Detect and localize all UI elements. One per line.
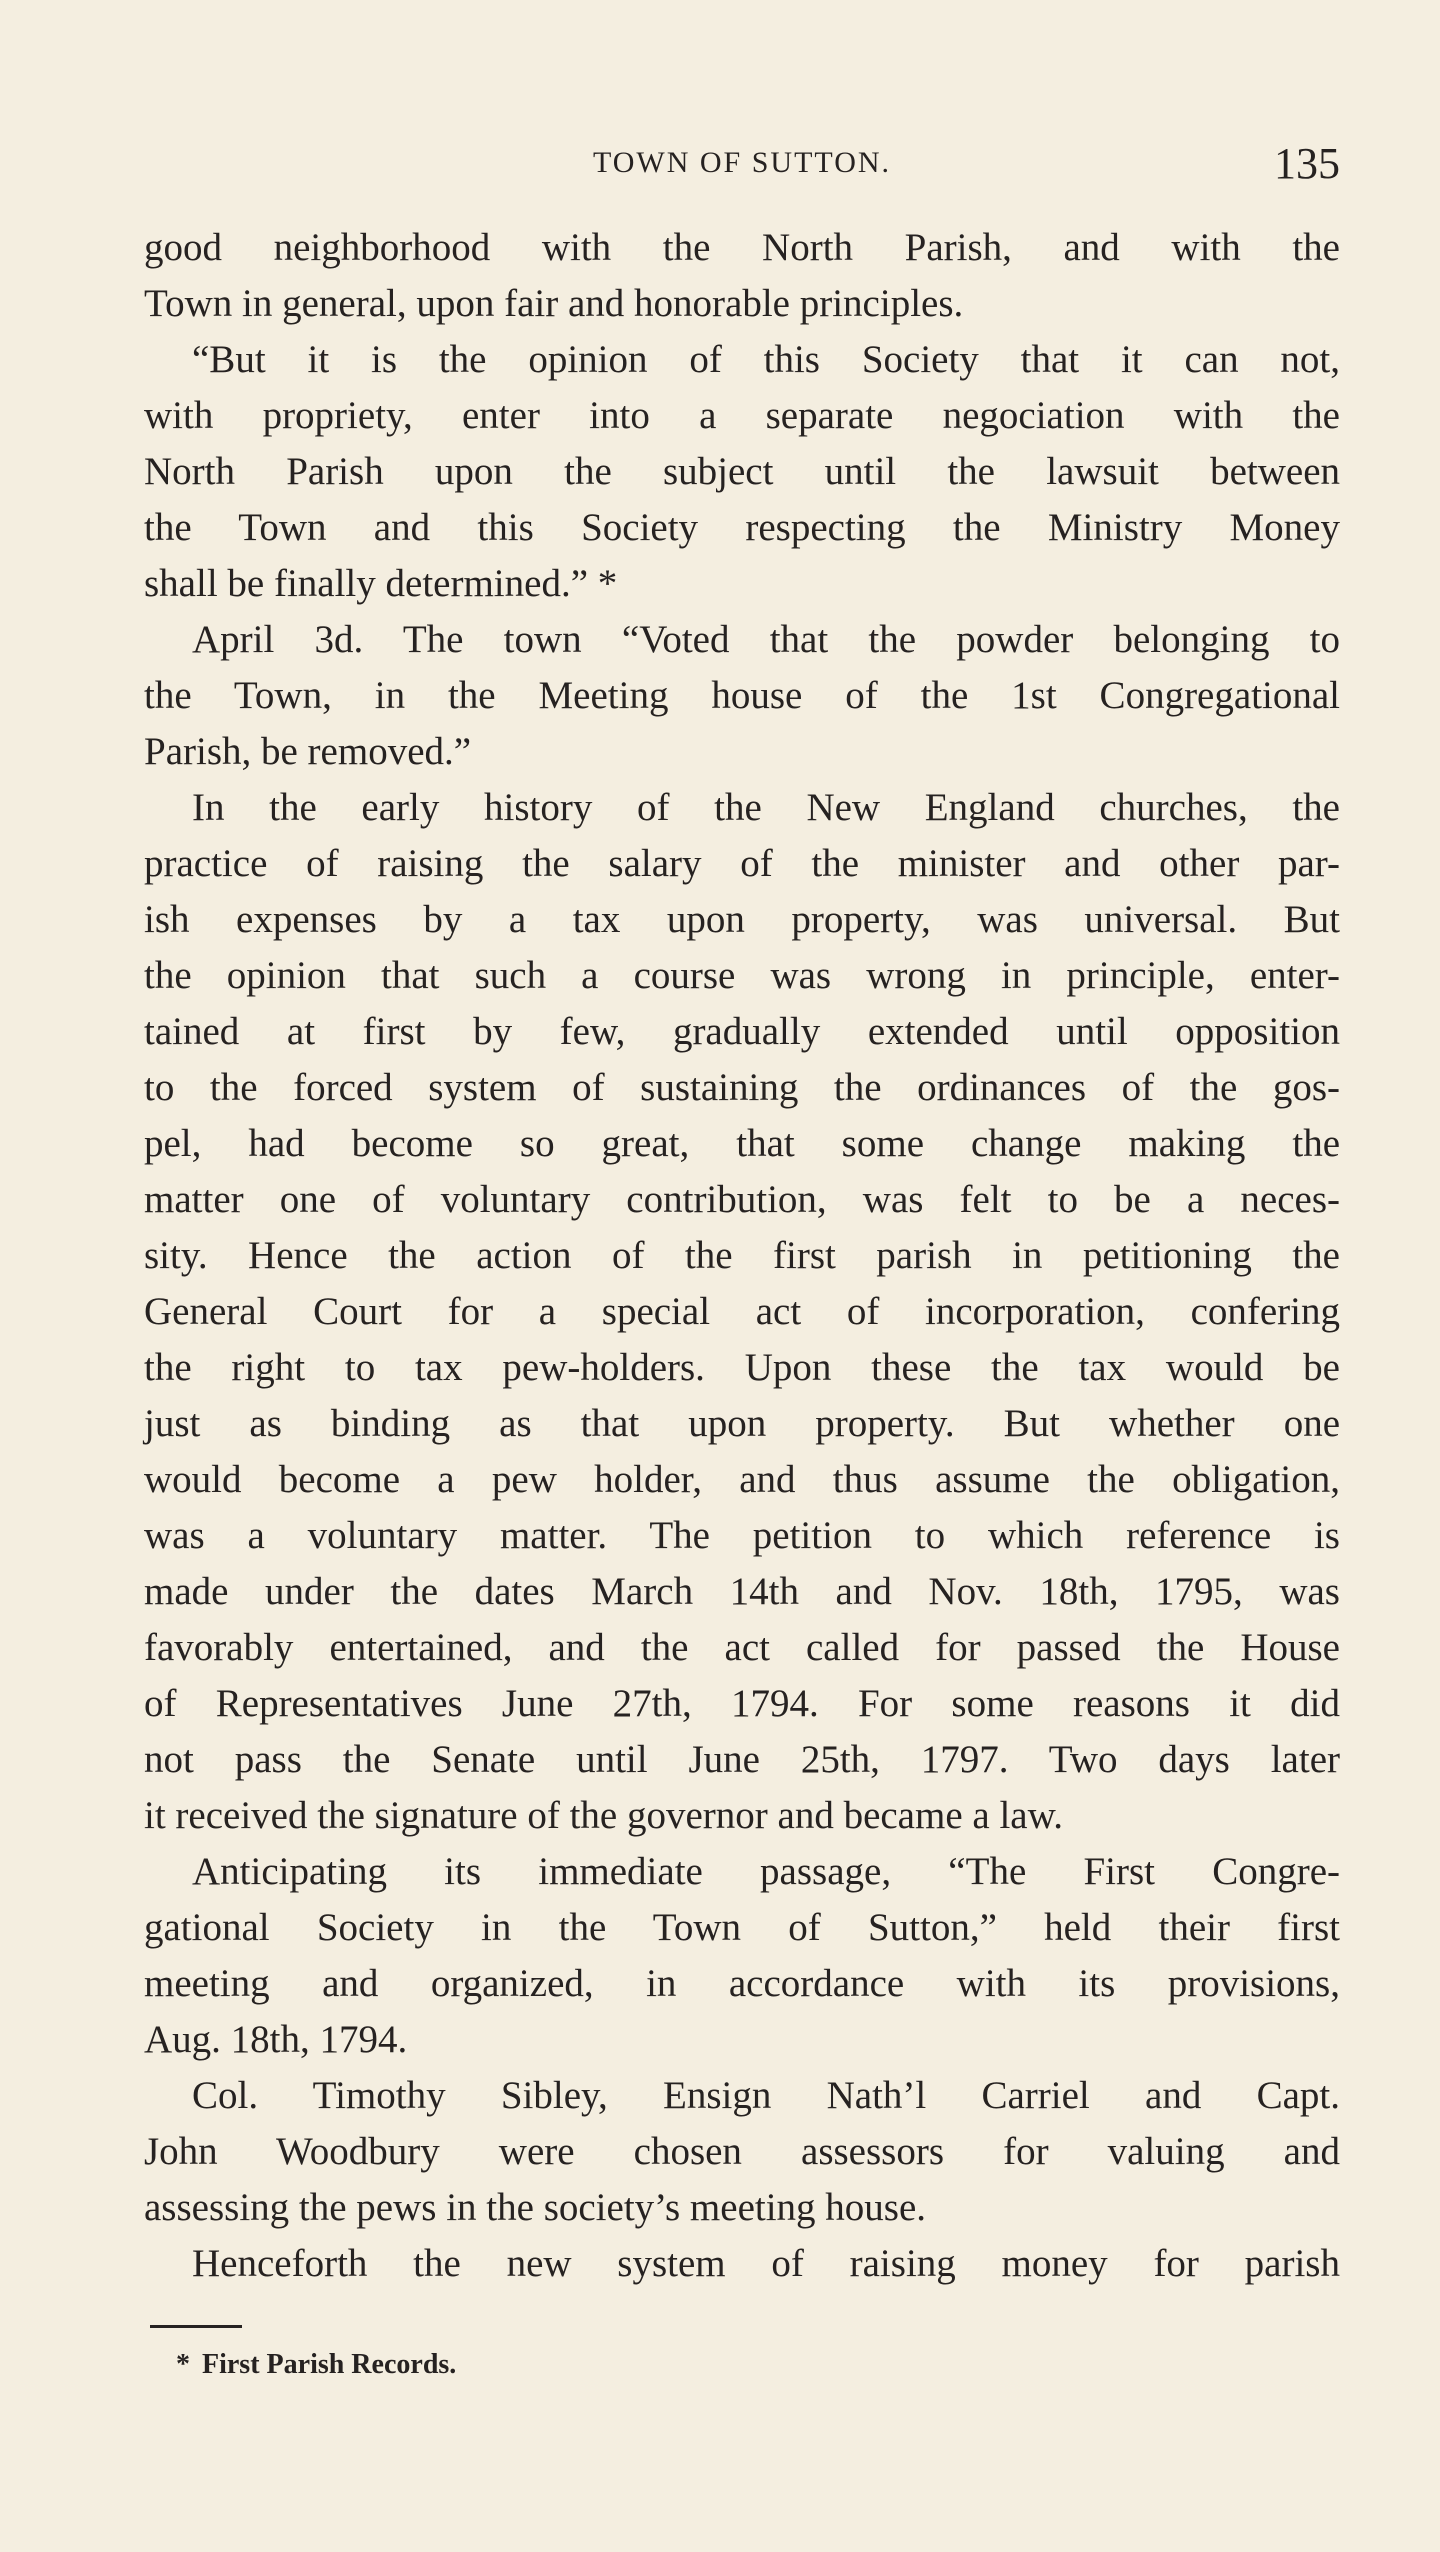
text-line: made under the dates March 14th and Nov. 18th, 1795, was: [144, 1570, 1340, 1613]
text-line: Aug. 18th, 1794.: [144, 2018, 408, 2061]
text-line: Parish, be removed.”: [144, 730, 472, 773]
text-line: Col. Timothy Sibley, Ensign Nath’l Carriel and Capt.: [192, 2074, 1340, 2117]
text-line: shall be finally determined.” *: [144, 562, 618, 605]
running-head: [144, 138, 1340, 198]
text-line: the Town, in the Meeting house of the 1st Congregational: [144, 674, 1340, 717]
text-line: just as binding as that upon property. But whether one: [144, 1402, 1340, 1445]
text-line: the right to tax pew-holders. Upon these the tax would be: [144, 1346, 1340, 1389]
text-line: matter one of voluntary contribution, was felt to be a neces-: [144, 1178, 1340, 1221]
text-line: would become a pew holder, and thus assume the obligation,: [144, 1458, 1340, 1501]
text-line: practice of raising the salary of the minister and other par-: [144, 842, 1340, 885]
text-line: with propriety, enter into a separate negociation with the: [144, 394, 1340, 437]
text-line: the Town and this Society respecting the Ministry Money: [144, 506, 1340, 549]
body-text: [144, 220, 1340, 2292]
text-line: gational Society in the Town of Sutton,” held their first: [144, 1906, 1340, 1949]
text-line: the opinion that such a course was wrong in principle, enter-: [144, 954, 1340, 997]
text-line: John Woodbury were chosen assessors for valuing and: [144, 2130, 1340, 2173]
text-line: of Representatives June 27th, 1794. For some reasons it did: [144, 1682, 1340, 1725]
text-line: Anticipating its immediate passage, “The First Congre-: [192, 1850, 1340, 1893]
text-line: General Court for a special act of incorporation, confering: [144, 1290, 1340, 1333]
text-line: good neighborhood with the North Parish, and with the: [144, 226, 1340, 269]
footnote-rule: [150, 2325, 242, 2328]
text-line: In the early history of the New England churches, the: [192, 786, 1340, 829]
footnote: [176, 2345, 456, 2385]
text-line: tained at first by few, gradually extended until opposition: [144, 1010, 1340, 1053]
text-line: not pass the Senate until June 25th, 1797. Two days later: [144, 1738, 1340, 1781]
page-number: 135: [1274, 139, 1340, 188]
text-line: “But it is the opinion of this Society that it can not,: [192, 338, 1340, 381]
text-line: North Parish upon the subject until the lawsuit between: [144, 450, 1340, 493]
text-line: sity. Hence the action of the first parish in petitioning the: [144, 1234, 1340, 1277]
text-line: was a voluntary matter. The petition to which reference is: [144, 1514, 1340, 1557]
text-line: it received the signature of the governor and became a law.: [144, 1794, 1063, 1837]
text-line: favorably entertained, and the act called for passed the House: [144, 1626, 1340, 1669]
text-line: ish expenses by a tax upon property, was universal. But: [144, 898, 1340, 941]
footnote-mark: *: [176, 2349, 190, 2380]
running-title: TOWN OF SUTTON.: [592, 146, 892, 179]
text-line: Henceforth the new system of raising money for parish: [192, 2242, 1340, 2285]
text-line: to the forced system of sustaining the ordinances of the gos-: [144, 1066, 1340, 1109]
text-line: pel, had become so great, that some change making the: [144, 1122, 1340, 1165]
text-line: meeting and organized, in accordance with its provisions,: [144, 1962, 1340, 2005]
text-line: April 3d. The town “Voted that the powder belonging to: [192, 618, 1340, 661]
text-line: Town in general, upon fair and honorable principles.: [144, 282, 964, 325]
footnote-text: First Parish Records.: [202, 2349, 457, 2380]
text-line: assessing the pews in the society’s meeting house.: [144, 2186, 927, 2229]
